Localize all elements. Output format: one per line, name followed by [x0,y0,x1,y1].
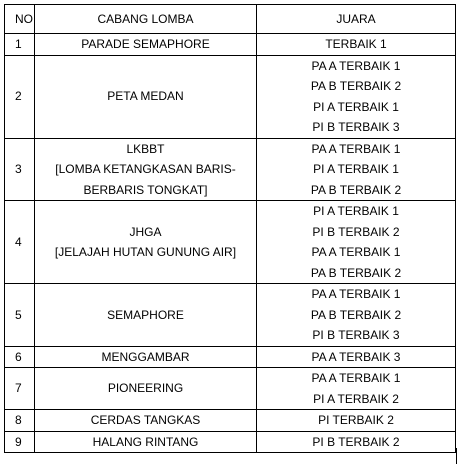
juara-cell [257,34,456,56]
table-row [5,138,456,201]
cabang-lomba-cell [35,201,257,284]
juara-line: PA B TERBAIK 2 [310,79,402,93]
cabang-lomba-cell [35,346,257,368]
juara-line: PA A TERBAIK 1 [311,245,401,259]
row-number: 8 [5,410,35,432]
cabang-lomba-line: JHGA [129,224,162,239]
juara-line: PI B TERBAIK 3 [312,120,400,134]
juara-line: PA A TERBAIK 1 [311,371,401,385]
juara-line: PI TERBAIK 2 [318,413,394,427]
cabang-lomba-cell [35,138,257,201]
juara-line: PI A TERBAIK 2 [313,391,399,406]
cabang-lomba-line: PETA MEDAN [107,89,184,104]
cabang-lomba-cell [35,431,257,453]
row-number: 6 [5,346,35,368]
cabang-lomba-line: PIONEERING [107,381,184,396]
row-number: 2 [5,55,35,138]
table-row [5,284,456,347]
juara-cell [257,55,456,138]
table-row [5,368,456,410]
results-table-body [5,5,456,453]
juara-line: PI B TERBAIK 3 [312,328,400,342]
juara-line: PI B TERBAIK 2 [312,224,400,239]
juara-line: PA B TERBAIK 2 [310,307,402,322]
cabang-lomba-line: SEMAPHORE [107,307,184,322]
header-juara: JUARA [257,5,456,34]
juara-line: PI A TERBAIK 1 [313,99,399,114]
juara-cell [257,431,456,453]
cabang-lomba-line: [JELAJAH HUTAN GUNUNG AIR] [54,245,237,259]
juara-cell [257,284,456,347]
juara-line: PA A TERBAIK 1 [311,58,401,73]
cabang-lomba-line: LKBBT [126,141,165,156]
row-number: 1 [5,34,35,56]
table-row [5,431,456,453]
juara-cell [257,410,456,432]
cabang-lomba-cell [35,284,257,347]
juara-line: PI B TERBAIK 2 [312,434,400,449]
juara-line: PA B TERBAIK 2 [310,182,402,197]
juara-line: PA B TERBAIK 2 [310,265,402,280]
juara-line: PI A TERBAIK 1 [313,204,399,218]
table-header-row [5,5,456,34]
juara-cell [257,346,456,368]
table-row [5,55,456,138]
juara-line: PI A TERBAIK 1 [313,162,399,176]
juara-line: PA A TERBAIK 3 [311,349,401,364]
row-number: 7 [5,368,35,410]
cabang-lomba-line: BERBARIS TONGKAT] [83,182,208,197]
row-number: 4 [5,201,35,284]
header-cabang-lomba: CABANG LOMBA [35,5,257,34]
table-row [5,201,456,284]
juara-cell [257,138,456,201]
results-table [4,4,456,453]
cabang-lomba-line: HALANG RINTANG [92,434,199,449]
juara-cell [257,201,456,284]
cabang-lomba-cell [35,368,257,410]
cabang-lomba-cell [35,55,257,138]
text-cursor-mark [456,448,457,464]
cabang-lomba-cell [35,410,257,432]
juara-line: TERBAIK 1 [325,37,387,51]
juara-cell [257,368,456,410]
row-number: 3 [5,138,35,201]
table-row [5,346,456,368]
cabang-lomba-line: MENGGAMBAR [101,349,190,364]
row-number: 9 [5,431,35,453]
juara-line: PA A TERBAIK 1 [311,287,401,301]
cabang-lomba-line: [LOMBA KETANGKASAN BARIS- [55,162,236,176]
cabang-lomba-line: CERDAS TANGKAS [90,413,201,427]
header-no: NO [5,5,35,34]
cabang-lomba-line: PARADE SEMAPHORE [81,37,210,51]
cabang-lomba-cell [35,34,257,56]
table-row [5,410,456,432]
table-row [5,34,456,56]
juara-line: PA A TERBAIK 1 [311,141,401,156]
row-number: 5 [5,284,35,347]
